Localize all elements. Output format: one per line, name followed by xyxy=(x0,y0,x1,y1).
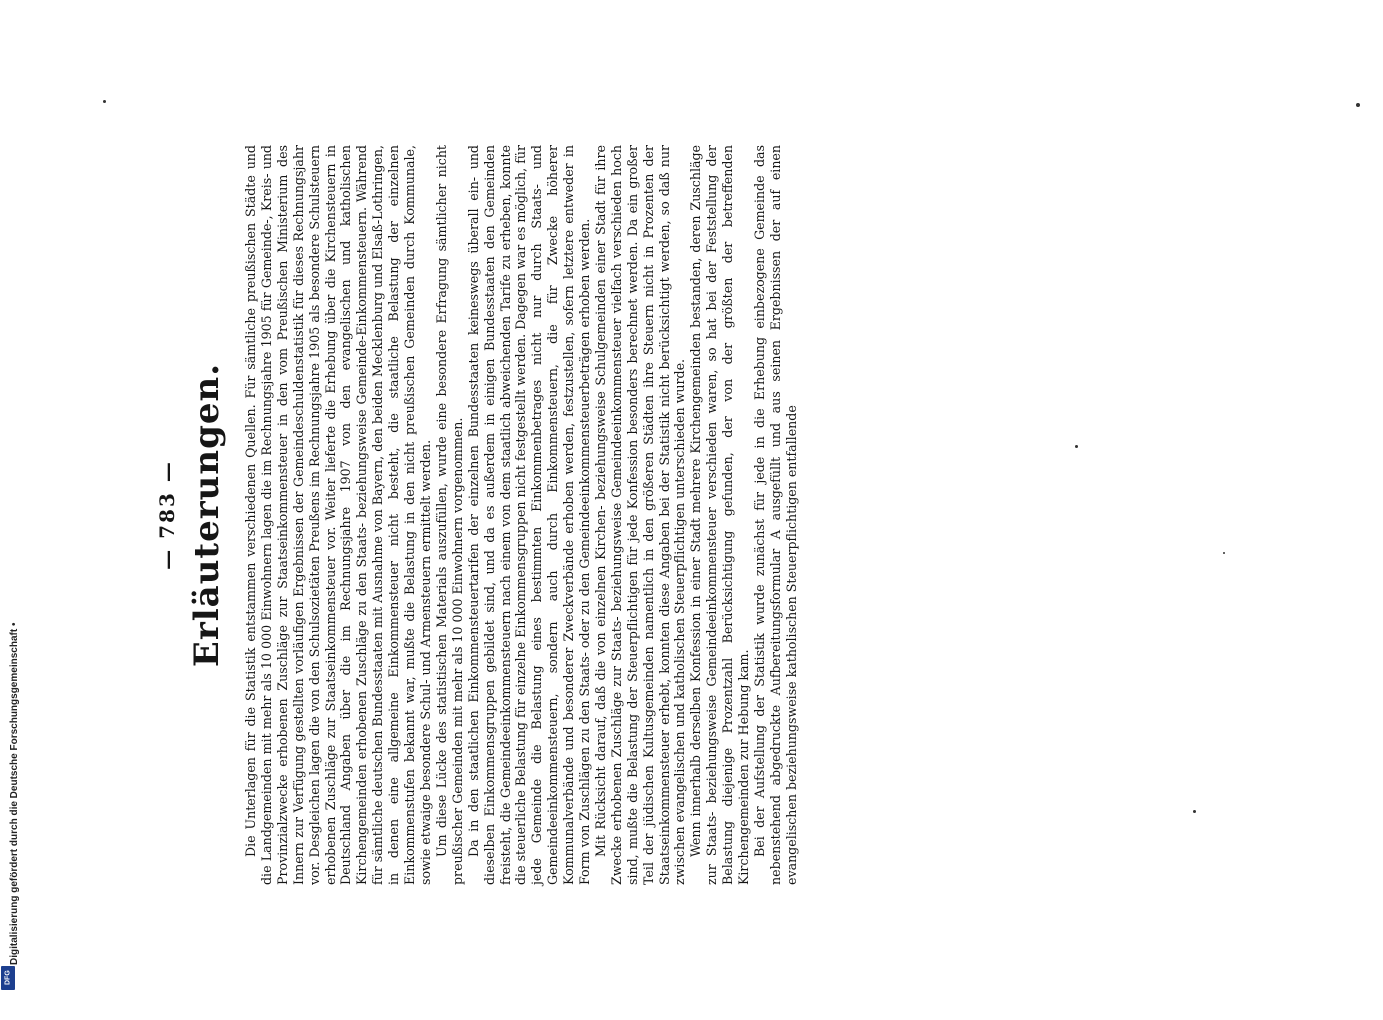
paragraph: Um diese Lücke des statistischen Materials auszufüllen, wurde eine besondere Erfragung sämtlicher nicht preußischer Gemeinden mit mehr als 10 000 Einwohnern vorgenommen. xyxy=(433,145,465,885)
scan-speck xyxy=(1075,445,1078,448)
scan-speck xyxy=(103,100,106,103)
paragraph: Mit Rücksicht darauf, daß die von einzelnen Kirchen- beziehungsweise Schulgemeinden einer Stadt für ihre Zwecke erhobenen Zuschläge zur Staats- beziehungsweise Gemeindeeinkommensteuer vielfach verschieden hoch sind, mußte die Belastung der Steuerpflichtigen für jede Konfession besonders berechnet werden. Da ein großer Teil der jüdischen Kultusgemeinden namentlich in den größeren Städten ihre Steuern nicht in Prozenten der Staatseinkommensteuer erhebt, konnten diese Angaben bei der Statistik nicht berücksichtigt werden, so daß nur zwischen evangelischen und katholischen Steuerpflichtigen unterschieden wurde. xyxy=(592,145,688,885)
page-title: Erläuterungen. xyxy=(187,362,227,668)
scan-speck xyxy=(1223,552,1225,554)
scanned-page xyxy=(155,140,1155,1020)
scan-speck xyxy=(1356,103,1360,107)
paragraph: Die Unterlagen für die Statistik entstammen verschiedenen Quellen. Für sämtliche preußischen Städte und die Landgemeinden mit mehr als 10 000 Einwohnern lagen die im Rechnungsjahre 1905 für Gemeinde-, Kreis- und Provinzialzwecke erhobenen Zuschläge zur Staatseinkommensteuer in den vom Preußischen Ministerium des Innern zur Verfügung gestellten vorläufigen Ergebnissen der Gemeindeschuldenstatistik für dieses Rechnungsjahr vor. Desgleichen lagen die von den Schulsozietäten Preußens im Rechnungsjahre 1905 als besondere Schulsteuern erhobenen Zuschläge zur Staatseinkommensteuer vor. Weiter lieferte die Erhebung über die Kirchensteuern in Deutschland Angaben über die im Rechnungsjahre 1907 von den evangelischen und katholischen Kirchengemeinden erhobenen Zuschläge zu den Staats- beziehungsweise Gemeinde-Einkommensteuern. Während für sämtliche deutschen Bundesstaaten mit Ausnahme von Bayern, den beiden Mecklenburg und Elsaß-Lothringen, in denen eine allgemeine Einkommensteuer nicht besteht, die staatliche Belastung der einzelnen Einkommenstufen bekannt war, mußte die Belastung in den nicht preußischen Gemeinden durch Kommunale, sowie etwaige besondere Schul- und Armensteuern ermittelt werden. xyxy=(243,145,433,885)
dfg-logo: DFG xyxy=(1,966,15,990)
paragraph: Da in den staatlichen Einkommensteuertarifen der einzelnen Bundesstaaten keineswegs überall ein- und dieselben Einkommensgruppen gebildet sind, und da es außerdem in einigen Bundesstaaten den Gemeinden freisteht, die Gemeindeeinkommensteuern nach einem von dem staatlich abweichenden Tarife zu erheben, konnte die steuerliche Belastung für einzelne Einkommensgruppen nicht festgestellt werden. Dagegen war es möglich, für jede Gemeinde die Belastung eines bestimmten Einkommenbetrages nicht nur durch Staats- und Gemeindeeinkommensteuern, sondern auch durch Einkommensteuern, die für Zwecke höherer Kommunalverbände und besonderer Zweckverbände erhoben werden, festzustellen, sofern letztere entweder in Form von Zuschlägen zu den Staats- oder zu den Gemeindeeinkommensteuerbeträgen erhoben werden. xyxy=(465,145,593,885)
paragraph: Wenn innerhalb derselben Konfession in einer Stadt mehrere Kirchengemeinden bestanden, deren Zuschläge zur Staats- beziehungsweise Gemeindeeinkommensteuer verschieden waren, so hat bei der Feststellung der Belastung diejenige Prozentzahl Berücksichtigung gefunden, der von der größten der betreffenden Kirchengemeinden zur Hebung kam. xyxy=(688,145,752,885)
funding-credit xyxy=(0,0,18,1000)
scan-speck xyxy=(1193,810,1196,813)
funding-credit-text: Digitalisierung gefördert durch die Deutsche Forschungsgemeinschaft • xyxy=(9,622,20,965)
body-text xyxy=(243,145,800,885)
rotated-page-content xyxy=(155,145,1015,885)
paragraph: Bei der Aufstellung der Statistik wurde zunächst für jede in die Erhebung einbezogene Gemeinde das nebenstehend abgedruckte Aufbereitungsformular A ausgefüllt und aus seinen Ergebnissen der auf einen evangelischen beziehungsweise katholischen Steuerpflichtigen entfallende xyxy=(752,145,799,885)
page-number: — 783 — xyxy=(155,460,179,570)
